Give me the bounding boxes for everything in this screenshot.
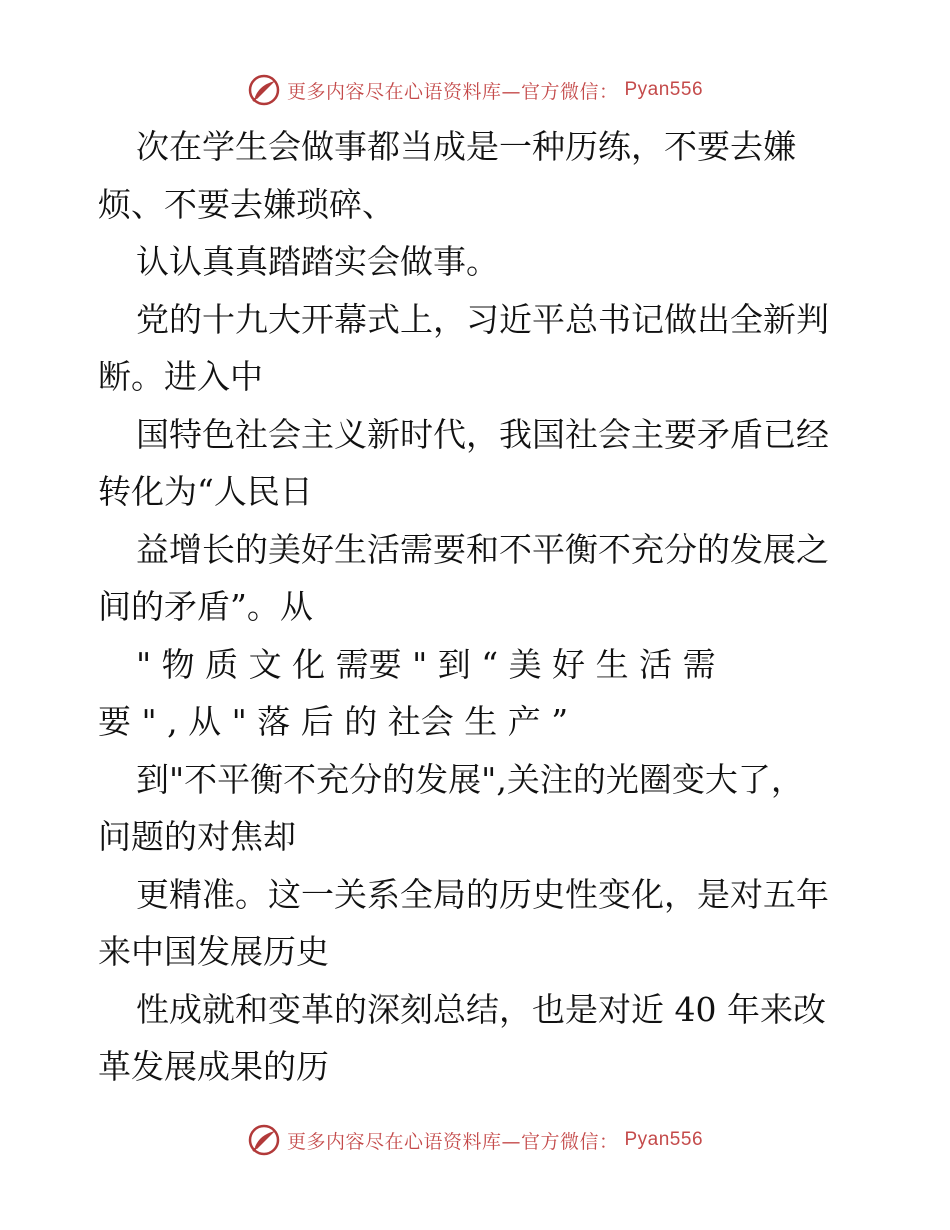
text-line: 认认真真踏踏实会做事。 bbox=[136, 242, 499, 281]
text-line: 间的矛盾”。从 bbox=[98, 587, 313, 626]
document-body bbox=[98, 118, 858, 1096]
text-line: 性成就和变革的深刻总结，也是对近 40 年来改 bbox=[136, 989, 826, 1029]
text-line: 转化为“人民日 bbox=[98, 472, 313, 511]
pen-logo-icon bbox=[247, 73, 281, 107]
header-text: 更多内容尽在心语资料库—官方微信： bbox=[286, 80, 619, 103]
text-line: 问题的对焦却 bbox=[98, 817, 296, 856]
header-banner bbox=[247, 73, 703, 107]
text-line: 党的十九大开幕式上，习近平总书记做出全新判 bbox=[136, 299, 829, 339]
text-line: 到"不平衡不充分的发展",关注的光圈变大了， bbox=[136, 759, 804, 799]
text-line: 更精准。这一关系全局的历史性变化，是对五年 bbox=[136, 874, 829, 914]
text-line: 革发展成果的历 bbox=[98, 1047, 329, 1086]
header-wechat-id: Pyan556 bbox=[624, 79, 704, 100]
pen-logo-icon bbox=[247, 1123, 281, 1157]
text-line: " 物 质 文 化 需要 " 到 “ 美 好 生 活 需 bbox=[136, 644, 716, 684]
text-line: 益增长的美好生活需要和不平衡不充分的发展之 bbox=[136, 529, 829, 569]
footer-wechat-id: Pyan556 bbox=[624, 1129, 704, 1150]
text-line: 国特色社会主义新时代，我国社会主要矛盾已经 bbox=[136, 414, 829, 454]
text-line: 次在学生会做事都当成是一种历练，不要去嫌 bbox=[136, 127, 796, 166]
text-line: 要 " , 从 " 落 后 的 社会 生 产 ” bbox=[98, 702, 569, 741]
page-footer bbox=[0, 1120, 950, 1160]
page-header bbox=[0, 70, 950, 110]
footer-text: 更多内容尽在心语资料库—官方微信： bbox=[286, 1130, 619, 1153]
footer-banner bbox=[247, 1123, 703, 1157]
text-line: 来中国发展历史 bbox=[98, 932, 329, 971]
text-line: 断。进入中 bbox=[98, 357, 263, 396]
text-line: 烦、不要去嫌琐碎、 bbox=[98, 184, 395, 224]
